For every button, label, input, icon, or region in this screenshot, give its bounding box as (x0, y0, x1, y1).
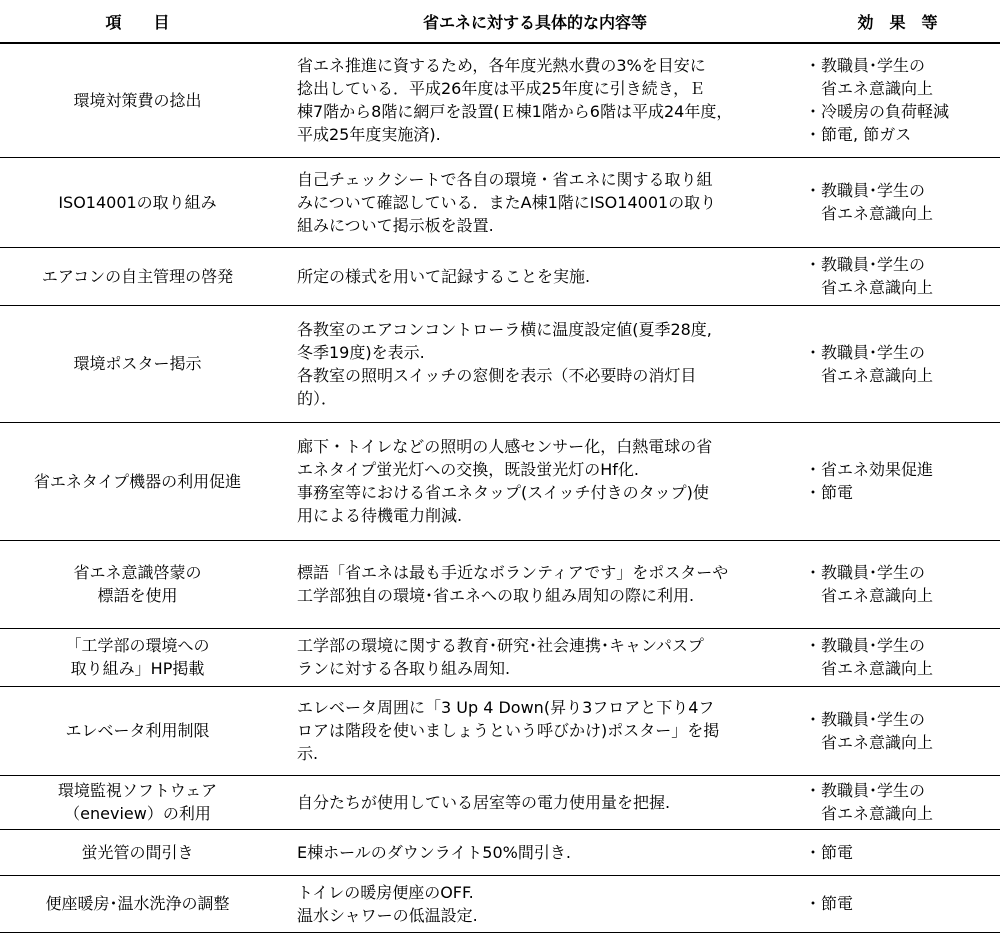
item-cell (0, 829, 275, 875)
content-line: トイレの暖房便座のOFF. (297, 882, 474, 902)
content-line: 事務室等における省エネタップ(スイッチ付きのタップ)使 (297, 483, 709, 502)
content-line: 廊下・トイレなどの照明の人感センサー化，白熱電球の省 (297, 437, 713, 456)
content-line: 冬季19度)を表示. (297, 342, 425, 362)
effect-item: ・ 教職員･学生の (805, 708, 1000, 731)
effect-item: 省エネ意識向上 (821, 365, 934, 385)
content-line: 各教室の照明スイッチの窓側を表示（不必要時の消灯目 (297, 365, 697, 385)
item-text: 標語を使用 (97, 586, 178, 605)
item-text: ISO14001の取り組み (58, 192, 217, 212)
effect-cell (795, 540, 1000, 628)
effect-item: 省エネ意識向上 (821, 278, 934, 297)
item-cell (0, 628, 275, 686)
table-row (0, 686, 1000, 775)
item-text: エレベータ利用制限 (65, 721, 210, 740)
item-text: （eneview）の利用 (64, 804, 211, 823)
effect-item: ・ 省エネ効果促進 (805, 458, 1000, 481)
table-row (0, 540, 1000, 628)
item-cell (0, 686, 275, 775)
table-row (0, 305, 1000, 422)
effect-cell (795, 775, 1000, 829)
content-cell (275, 628, 795, 686)
effect-item: 省エネ意識向上 (821, 204, 934, 223)
content-line: ランに対する各取り組み周知. (297, 659, 511, 678)
content-line: 用による待機電力削減. (297, 506, 463, 525)
effect-cell (795, 305, 1000, 422)
item-text: 環境ポスター掲示 (73, 354, 202, 373)
effect-cell (795, 628, 1000, 686)
effect-cell (795, 157, 1000, 247)
content-line: エレベータ周囲に「3 Up 4 Down(昇り3フロアと下り4フ (297, 698, 715, 717)
content-line: 各教室のエアコンコントローラ横に温度設定値(夏季28度, (297, 319, 712, 339)
header-effect: 効 果 等 (795, 0, 1000, 43)
effect-item: ・ 節電 (805, 892, 1000, 915)
item-cell (0, 43, 275, 157)
item-text: 蛍光管の間引き (81, 842, 194, 862)
item-text: 省エネ意識啓蒙の (73, 563, 202, 582)
content-cell (275, 686, 795, 775)
content-line: 平成25年度実施済). (297, 125, 441, 145)
effect-item: 省エネ意識向上 (821, 586, 934, 605)
effect-item: ・ 冷暖房の負荷軽減 (805, 100, 1000, 123)
content-cell (275, 157, 795, 247)
content-line: 所定の様式を用いて記録することを実施. (297, 266, 591, 286)
item-text: 環境監視ソフトウェア (57, 781, 218, 800)
content-line: 温水シャワーの低温設定. (297, 905, 478, 925)
content-cell (275, 422, 795, 540)
effect-item: 省エネ意識向上 (821, 804, 934, 823)
content-line: エネタイプ蛍光灯への交換，既設蛍光灯のHf化. (297, 460, 639, 479)
table-row (0, 775, 1000, 829)
item-cell (0, 422, 275, 540)
content-line: 的）． (297, 388, 338, 408)
content-line: 示. (297, 744, 319, 763)
effect-item: ・ 教職員･学生の (805, 561, 1000, 584)
content-line: みについて確認している．またA棟1階にISO14001の取り (297, 192, 717, 212)
table-row (0, 247, 1000, 305)
item-cell (0, 157, 275, 247)
item-cell (0, 775, 275, 829)
effect-item: ・ 教職員･学生の (805, 179, 1000, 202)
effect-item: 省エネ意識向上 (821, 79, 934, 99)
content-cell (275, 247, 795, 305)
effect-item: ・ 教職員･学生の (805, 779, 1000, 802)
effect-cell (795, 829, 1000, 875)
effect-item: ・ 節電 (805, 841, 1000, 864)
table-row (0, 628, 1000, 686)
content-line: 自己チェックシートで各自の環境・省エネに関する取り組 (297, 169, 713, 189)
content-line: 組みについて掲示板を設置. (297, 215, 494, 235)
content-cell (275, 305, 795, 422)
item-text: 便座暖房･温水洗浄の調整 (45, 894, 230, 913)
header-item: 項 目 (0, 0, 275, 43)
effect-item: 省エネ意識向上 (821, 732, 934, 752)
content-line: ロアは階段を使いましょうという呼びかけ)ポスター」を掲 (297, 721, 720, 740)
effect-cell (795, 686, 1000, 775)
content-cell (275, 875, 795, 932)
content-line: 標語「省エネは最も手近なボランティアです」をポスターや (297, 563, 729, 582)
header-row (0, 0, 1000, 43)
content-cell (275, 43, 795, 157)
item-cell (0, 540, 275, 628)
table-row (0, 422, 1000, 540)
effect-item: ・ 節電 (805, 481, 1000, 504)
header-content: 省エネに対する具体的な内容等 (275, 0, 795, 43)
effect-cell (795, 875, 1000, 932)
content-cell (275, 829, 795, 875)
content-cell (275, 775, 795, 829)
table-body (0, 43, 1000, 932)
content-line: 省エネ推進に資するため，各年度光熱水費の3%を目安に (297, 56, 706, 76)
effect-item: 省エネ意識向上 (821, 659, 934, 678)
content-line: 工学部の環境に関する教育･研究･社会連携･キャンパスプ (297, 636, 704, 655)
effect-item: ・ 教職員･学生の (805, 54, 1000, 77)
effect-cell (795, 422, 1000, 540)
effect-item: ・ 教職員･学生の (805, 253, 1000, 276)
effect-item: ・ 教職員･学生の (805, 634, 1000, 657)
content-line: 自分たちが使用している居室等の電力使用量を把握. (297, 792, 671, 812)
item-text: 「工学部の環境への (65, 636, 210, 655)
content-cell (275, 540, 795, 628)
effect-cell (795, 43, 1000, 157)
effect-cell (795, 247, 1000, 305)
content-line: 棟7階から8階に網戸を設置(Ｅ棟1階から6階は平成24年度， (297, 102, 733, 122)
item-text: 環境対策費の捻出 (73, 90, 202, 110)
content-line: 捻出している．平成26年度は平成25年度に引き続き，Ｅ (297, 79, 706, 99)
item-text: エアコンの自主管理の啓発 (41, 266, 234, 286)
item-text: 省エネタイプ機器の利用促進 (33, 471, 242, 491)
content-line: E棟ホールのダウンライト50%間引き. (297, 842, 571, 862)
table-row (0, 157, 1000, 247)
item-cell (0, 305, 275, 422)
effect-item: ・ 節電, 節ガス (805, 123, 1000, 146)
item-cell (0, 875, 275, 932)
content-line: 工学部独自の環境･省エネへの取り組み周知の際に利用. (297, 586, 695, 605)
table-row (0, 829, 1000, 875)
table-row (0, 43, 1000, 157)
table-row (0, 875, 1000, 932)
item-cell (0, 247, 275, 305)
item-text: 取り組み」HP掲載 (70, 659, 205, 678)
table-header (0, 0, 1000, 43)
effect-item: ・ 教職員･学生の (805, 341, 1000, 364)
